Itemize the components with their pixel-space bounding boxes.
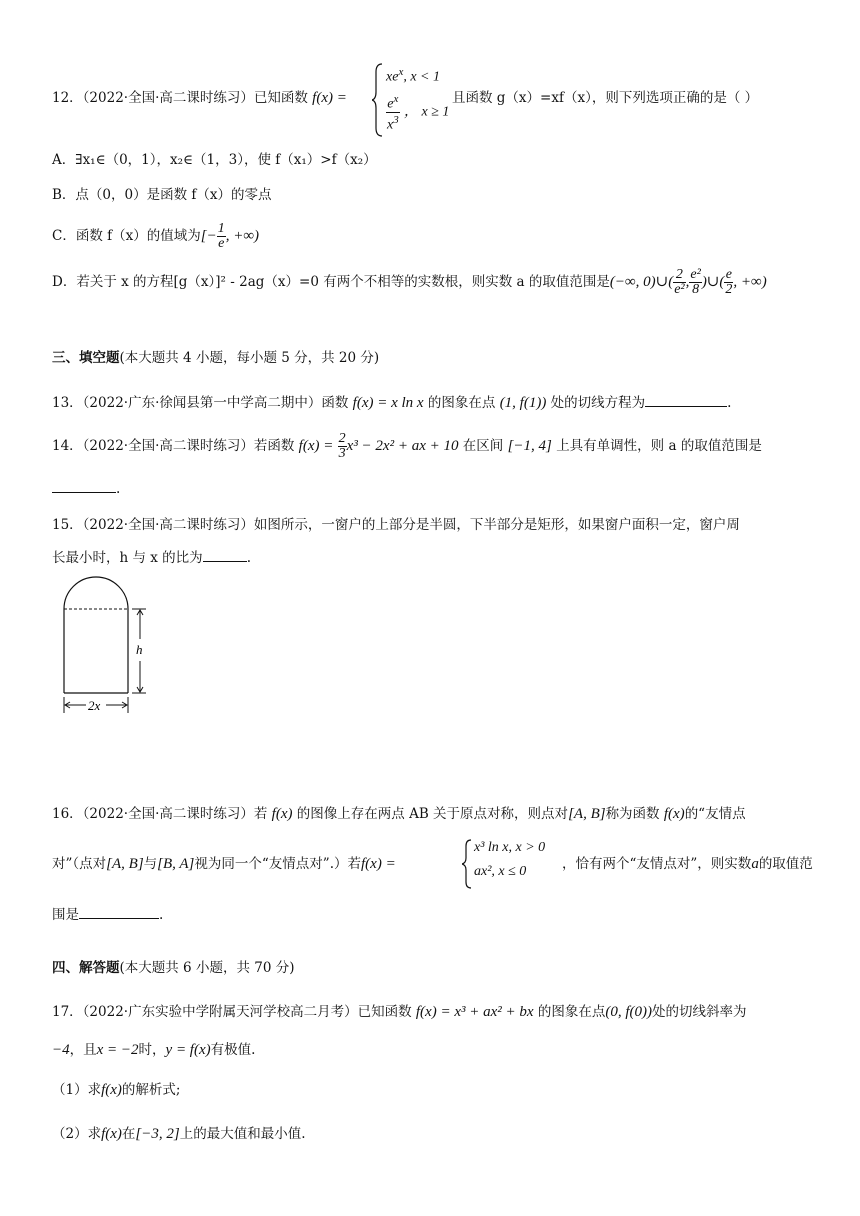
question-14: 14．（2022·全国·高二课时练习）若函数 f(x) = $\frac{2}{3}$ x³ − 2x² + ax + 10 在区间 [−1, 4] 上具有单调性，则 a 的取值范围是 <box>52 431 762 461</box>
q16-piecewise: x³ ln x, x > 0 ax², x ≤ 0 <box>462 838 562 892</box>
section-3-heading: 三、填空题(本大题共 4 小题，每小题 5 分，共 20 分) <box>52 350 380 366</box>
q12-case2: $\frac{e^x}{x^3}$ ， x ≥ 1 <box>387 93 450 133</box>
question-17-line2: −4，且x = −2时，y = f(x)有极值. <box>52 1042 256 1058</box>
q12-option-b: B．点（0，0）是函数 f（x）的零点 <box>52 187 272 203</box>
q14-answer-blank[interactable] <box>52 478 116 493</box>
question-17-line1: 17．（2022·广东实验中学附属天河学校高二月考）已知函数 f(x) = x³ + ax² + bx 的图象在点(0, f(0))处的切线斜率为 <box>52 1004 747 1020</box>
question-16-line2-tail: ，恰有两个“友情点对”，则实数a的取值范 <box>562 856 813 872</box>
q16-answer-blank[interactable] <box>79 904 159 919</box>
question-14-cont: . <box>52 478 120 499</box>
q12-option-d: D．若关于 x 的方程[g（x）]² - 2ag（x）=0 有两个不相等的实数根，则实数 a 的取值范围是(−∞, 0)∪( $\frac{2}{\text{e²}}$ , $\frac{\text{e²}}{8}$ )∪( $\frac{e}{2}$ , +∞) <box>52 267 767 297</box>
question-15-line2: 长最小时，h 与 x 的比为 . <box>52 547 251 568</box>
q13-answer-blank[interactable] <box>645 392 727 407</box>
window-figure <box>58 573 158 718</box>
section-4-heading: 四、解答题(本大题共 6 小题，共 70 分) <box>52 960 295 976</box>
q12-tail: 且函数 g（x）=xf（x），则下列选项正确的是（ ） <box>452 90 759 106</box>
question-17-part-2: （2）求f(x)在[−3, 2]上的最大值和最小值. <box>52 1126 306 1142</box>
question-16-line2: 对”（点对[A, B]与[B, A]视为同一个“友情点对”.）若f(x) = <box>52 856 396 872</box>
q12-stem <box>52 88 347 108</box>
q12-case1: $xe^x$, x < 1 <box>386 66 440 85</box>
q15-answer-blank[interactable] <box>203 547 247 562</box>
q12-head: 12．（2022·全国·高二课时练习）已知函数 <box>52 90 308 106</box>
q12-piecewise <box>372 60 452 140</box>
brace-icon <box>462 838 472 890</box>
brace-icon <box>372 62 384 138</box>
question-15-line1: 15．（2022·全国·高二课时练习）如图所示，一窗户的上部分是半圆，下半部分是矩形，如果窗户面积一定，窗户周 <box>52 517 740 533</box>
q12-option-c: C．函数 f（x）的值域为[− $\frac{1}{e}$ , +∞) <box>52 221 260 251</box>
question-16-line3: 围是 . <box>52 904 163 925</box>
fig-label-h: h <box>136 642 143 657</box>
q12-fx: f(x) = <box>312 90 347 106</box>
fig-label-2x: 2x <box>88 698 101 713</box>
q12-option-a: A．∃x₁∈（0，1），x₂∈（1，3），使 f（x₁）>f（x₂） <box>52 152 377 168</box>
question-17-part-1: （1）求f(x)的解析式; <box>52 1082 181 1098</box>
question-13: 13．（2022·广东·徐闻县第一中学高二期中）函数 f(x) = x ln x 的图象在点 (1, f(1)) 处的切线方程为 . <box>52 392 731 413</box>
question-16-line1: 16．（2022·全国·高二课时练习）若 f(x) 的图像上存在两点 AB 关于原点对称，则点对[A, B]称为函数 f(x)的“友情点 <box>52 806 746 822</box>
